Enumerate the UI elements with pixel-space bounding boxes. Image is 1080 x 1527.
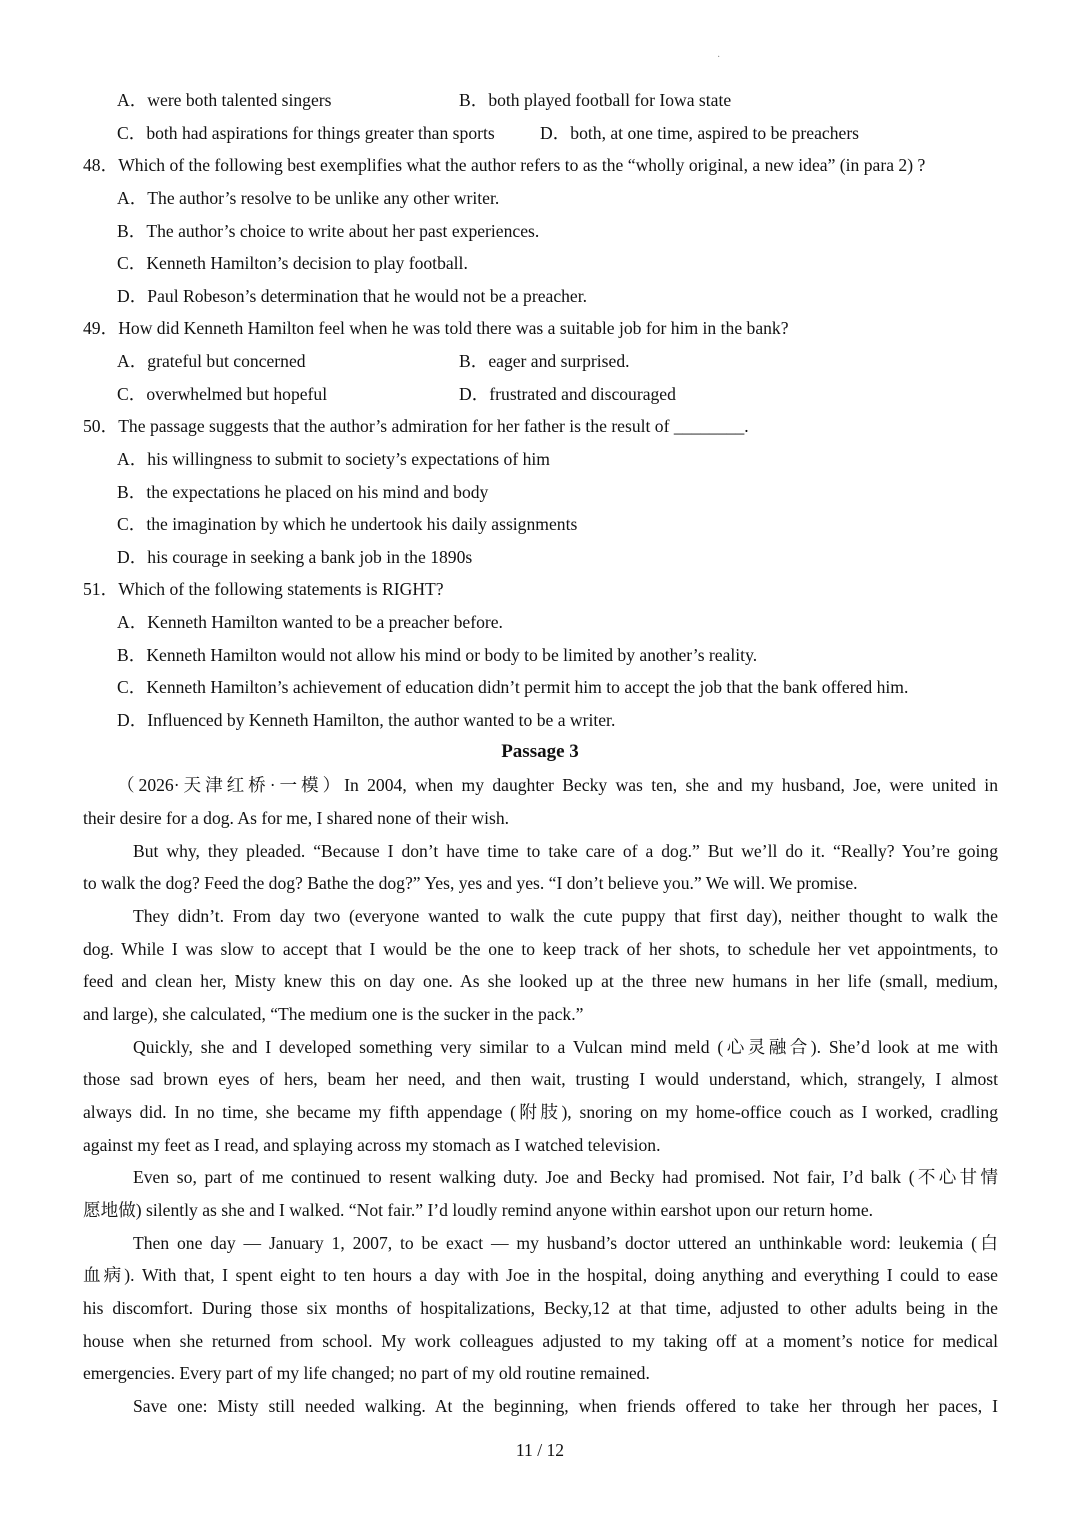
passage-line: They didn’t. From day two (everyone wanted to walk the cute puppy that first day), neither thought to walk the <box>133 906 998 926</box>
q50-option-b: B．the expectations he placed on his mind and body <box>117 482 489 502</box>
passage-line: dog. While I was slow to accept that I would be the one to keep track of her shots, to schedule her vet appointments, to <box>83 939 998 959</box>
q47-option-b: B．both played football for Iowa state <box>459 90 732 110</box>
passage-line: But why, they pleaded. “Because I don’t have time to take care of a dog.” But we’ll do it. “Really? You’re going <box>133 841 998 861</box>
q48-option-c: C．Kenneth Hamilton’s decision to play football. <box>117 253 468 273</box>
passage-line: his discomfort. During those six months of hospitalizations, Becky,12 at that time, adjusted to other adults being in the <box>83 1298 998 1318</box>
q51-option-d: D．Influenced by Kenneth Hamilton, the author wanted to be a writer. <box>117 710 616 730</box>
q47-option-c: C．both had aspirations for things greater than sports <box>117 123 495 143</box>
passage-line: （2026·天津红桥·一模）In 2004, when my daughter Becky was ten, she and my husband, Joe, were united in <box>117 775 998 795</box>
q51-option-c: C．Kenneth Hamilton’s achievement of education didn’t permit him to accept the job that the bank offered him. <box>117 677 909 697</box>
passage-line: Quickly, she and I developed something very similar to a Vulcan mind meld (心灵融合). She’d look at me with <box>133 1037 998 1057</box>
q51-stem: 51．Which of the following statements is RIGHT? <box>83 579 444 599</box>
q47-option-d: D．both, at one time, aspired to be preachers <box>540 123 860 143</box>
page-mark: · <box>717 52 721 63</box>
q51-option-a: A．Kenneth Hamilton wanted to be a preacher before. <box>117 612 503 632</box>
passage-line: 愿地做) silently as she and I walked. “Not fair.” I’d loudly remind anyone within earshot upon our return home. <box>83 1200 874 1220</box>
passage-line: house when she returned from school. My work colleagues adjusted to my taking off at a moment’s notice for medical <box>83 1331 998 1351</box>
q49-option-b: B．eager and surprised. <box>459 351 630 371</box>
q50-stem: 50．The passage suggests that the author’s admiration for her father is the result of ________. <box>83 416 749 436</box>
passage-line: feed and clean her, Misty knew this on day one. As she looked up at the three new humans in her life (small, medium, <box>83 971 998 991</box>
passage-line: always did. In no time, she became my fifth appendage (附肢), snoring on my home-office couch as I worked, cradling <box>83 1102 998 1122</box>
passage-line: and large), she calculated, “The medium one is the sucker in the pack.” <box>83 1004 584 1024</box>
passage-line: Even so, part of me continued to resent walking duty. Joe and Becky had promised. Not fair, I’d balk (不心甘情 <box>133 1167 998 1187</box>
passage-line: 血病). With that, I spent eight to ten hours a day with Joe in the hospital, doing anything and everything I could to ease <box>83 1265 998 1285</box>
q49-option-d: D．frustrated and discouraged <box>459 384 676 404</box>
q50-option-a: A．his willingness to submit to society’s expectations of him <box>117 449 550 469</box>
q49-option-a: A．grateful but concerned <box>117 351 306 371</box>
q48-stem: 48．Which of the following best exemplifies what the author refers to as the “wholly original, a new idea” (in para 2) ? <box>83 155 926 175</box>
passage-line: Then one day — January 1, 2007, to be exact — my husband’s doctor uttered an unthinkable word: leukemia (白 <box>133 1233 998 1253</box>
q50-option-c: C．the imagination by which he undertook his daily assignments <box>117 514 578 534</box>
passage-line: their desire for a dog. As for me, I shared none of their wish. <box>83 808 510 828</box>
q50-option-d: D．his courage in seeking a bank job in the 1890s <box>117 547 473 567</box>
passage-line: against my feet as I read, and splaying across my stomach as I watched television. <box>83 1135 661 1155</box>
q49-stem: 49．How did Kenneth Hamilton feel when he was told there was a suitable job for him in the bank? <box>83 318 789 338</box>
passage-line: emergencies. Every part of my life changed; no part of my old routine remained. <box>83 1363 650 1383</box>
passage-title: Passage 3 <box>501 741 579 762</box>
passage-line: to walk the dog? Feed the dog? Bathe the dog?” Yes, yes and yes. “I don’t believe you.” We will. We promise. <box>83 873 858 893</box>
q48-option-a: A．The author’s resolve to be unlike any other writer. <box>117 188 500 208</box>
q47-option-a: A．were both talented singers <box>117 90 332 110</box>
q48-option-b: B．The author’s choice to write about her past experiences. <box>117 221 540 241</box>
passage-line: those sad brown eyes of hers, beam her need, and then wait, trusting I would understand, which, strangely, I almost <box>83 1069 998 1089</box>
passage-line: Save one: Misty still needed walking. At the beginning, when friends offered to take her through her paces, I <box>133 1396 998 1416</box>
q48-option-d: D．Paul Robeson’s determination that he would not be a preacher. <box>117 286 588 306</box>
q49-option-c: C．overwhelmed but hopeful <box>117 384 328 404</box>
page-number: 11 / 12 <box>515 1440 565 1460</box>
q51-option-b: B．Kenneth Hamilton would not allow his mind or body to be limited by another’s reality. <box>117 645 758 665</box>
